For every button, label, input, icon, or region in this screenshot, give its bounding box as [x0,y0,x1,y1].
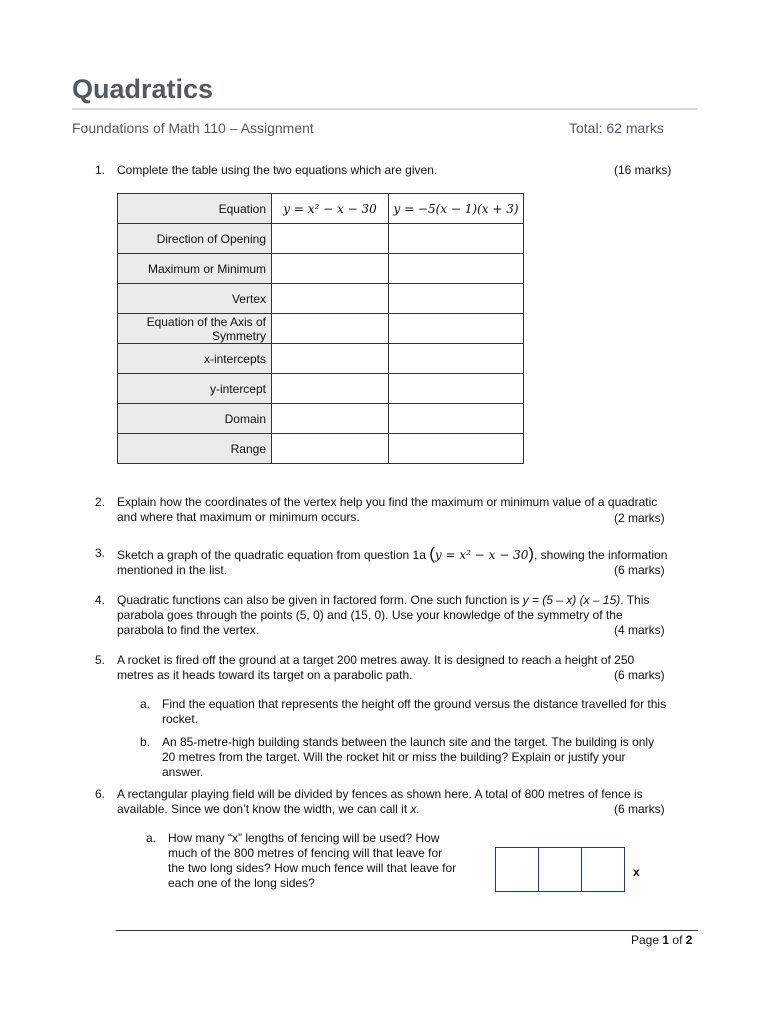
sub-text-line: 20 metres from the target. Will the rocket hit or miss the building? Explain or justify your [162,750,626,764]
course-subtitle: Foundations of Math 110 – Assignment [72,120,314,136]
answer-cell[interactable] [272,374,389,404]
sub-text-line: An 85-metre-high building stands between the launch site and the target. The building is only [162,735,655,749]
question-1 [95,163,695,179]
question-5b [140,735,695,781]
row-label: Direction of Opening [118,224,272,254]
sub-letter: b. [140,735,151,749]
row-label: Range [118,434,272,464]
question-1-marks: (16 marks) [614,163,672,177]
answer-cell[interactable] [272,314,389,344]
sub-text-line: How many “x” lengths of fencing will be used? How [168,831,440,845]
answer-cell[interactable] [272,284,389,314]
question-6-marks: (6 marks) [614,802,665,816]
row-label: Domain [118,404,272,434]
row-label: x-intercepts [118,344,272,374]
table-row [118,224,524,254]
question-text-line: A rectangular playing field will be divided by fences as shown here. A total of 800 metres of fence is [117,787,643,801]
answer-cell[interactable] [389,314,524,344]
question-2 [95,495,695,527]
question-5-marks: (6 marks) [614,668,665,682]
page-number: 1 [662,933,670,947]
question-number: 6. [95,787,106,801]
quadratics-table [117,193,524,464]
question-2-marks: (2 marks) [614,511,665,525]
answer-cell[interactable] [389,374,524,404]
answer-cell[interactable] [272,344,389,374]
equation-2: y = −5(x − 1)(x + 3) [389,194,524,224]
paren-open: ( [429,544,435,563]
question-text-line: Explain how the coordinates of the vertex help you find the maximum or minimum value of a quadratic [117,495,658,509]
question-4 [95,593,695,639]
question-text-line: mentioned in the list. [117,563,228,577]
q4-text-pre: Quadratic functions can also be given in factored form. One such function is [117,593,523,607]
field-fence-diagram [495,847,625,892]
question-number: 1. [95,163,106,177]
answer-cell[interactable] [389,404,524,434]
q3-text-post: , showing the information [534,548,668,562]
table-row [118,284,524,314]
question-number: 5. [95,653,106,667]
answer-cell[interactable] [389,254,524,284]
question-text-line: parabola goes through the points (5, 0) and (15, 0). Use your knowledge of the symmetry of the [117,608,623,622]
table-row [118,374,524,404]
sub-text-line: each one of the long sides? [168,876,315,890]
question-text-line: parabola to find the vertex. [117,623,260,637]
question-text-line: A rocket is fired off the ground at a target 200 metres away. It is designed to reach a height of 250 [117,653,635,667]
q6-text-pre: available. Since we don’t know the width, we can call it [117,802,411,816]
table-row [118,344,524,374]
field-section [539,848,582,891]
question-4-marks: (4 marks) [614,623,665,637]
row-label: Equation of the Axis of Symmetry [118,314,272,344]
row-label: Maximum or Minimum [118,254,272,284]
answer-cell[interactable] [272,434,389,464]
q4-text-post: . This [620,593,650,607]
answer-cell[interactable] [389,224,524,254]
answer-cell[interactable] [272,404,389,434]
sub-letter: a. [146,831,157,845]
answer-cell[interactable] [272,254,389,284]
footer-divider [116,930,698,931]
answer-cell[interactable] [389,344,524,374]
table-row [118,254,524,284]
sub-text-line: answer. [162,765,204,779]
q4-function: y = (5 – x) (x – 15) [522,593,621,607]
sub-text-line: Find the equation that represents the height off the ground versus the distance travelled for this [162,697,667,711]
sub-text-line: much of the 800 metres of fencing will that leave for [168,846,443,860]
question-3 [95,546,695,578]
question-text-line: metres as it heads toward its target on a parabolic path. [117,668,413,682]
q3-text-pre: Sketch a graph of the quadratic equation from question 1a [117,548,426,562]
field-section [582,848,624,891]
question-number: 4. [95,593,106,607]
answer-cell[interactable] [389,434,524,464]
table-row [118,314,524,344]
page-total: 2 [685,933,693,947]
page-title: Quadratics [72,74,214,104]
question-number: 2. [95,495,106,509]
row-label: Equation [118,194,272,224]
page-footer [631,933,692,947]
question-5a [140,697,695,729]
sub-letter: a. [140,697,151,711]
question-6 [95,787,695,819]
table-row [118,434,524,464]
question-3-marks: (6 marks) [614,563,665,577]
sub-text-line: rocket. [162,712,199,726]
title-divider [72,108,698,110]
question-text-line [117,546,667,563]
sub-text-line: the two long sides? How much fence will that leave for [168,861,457,875]
question-text: Complete the table using the two equations which are given. [117,163,438,177]
question-number: 3. [95,546,106,560]
answer-cell[interactable] [272,224,389,254]
question-5 [95,653,695,685]
page-word: Page [631,933,660,947]
row-label: Vertex [118,284,272,314]
total-marks: Total: 62 marks [569,120,664,136]
table-row [118,194,524,224]
fence-width-label: x [633,865,640,879]
paren-close: ) [528,544,535,563]
question-text-line [117,593,649,608]
row-label: y-intercept [118,374,272,404]
question-6a [146,831,486,893]
q6-variable: x. [410,802,420,816]
answer-cell[interactable] [389,284,524,314]
question-text-line: and where that maximum or minimum occurs. [117,510,360,524]
q3-equation: y = x² − x − 30 [434,548,529,562]
of-word: of [672,933,683,947]
question-text-line [117,802,420,817]
field-section [496,848,539,891]
table-row [118,404,524,434]
equation-1: y = x² − x − 30 [272,194,389,224]
